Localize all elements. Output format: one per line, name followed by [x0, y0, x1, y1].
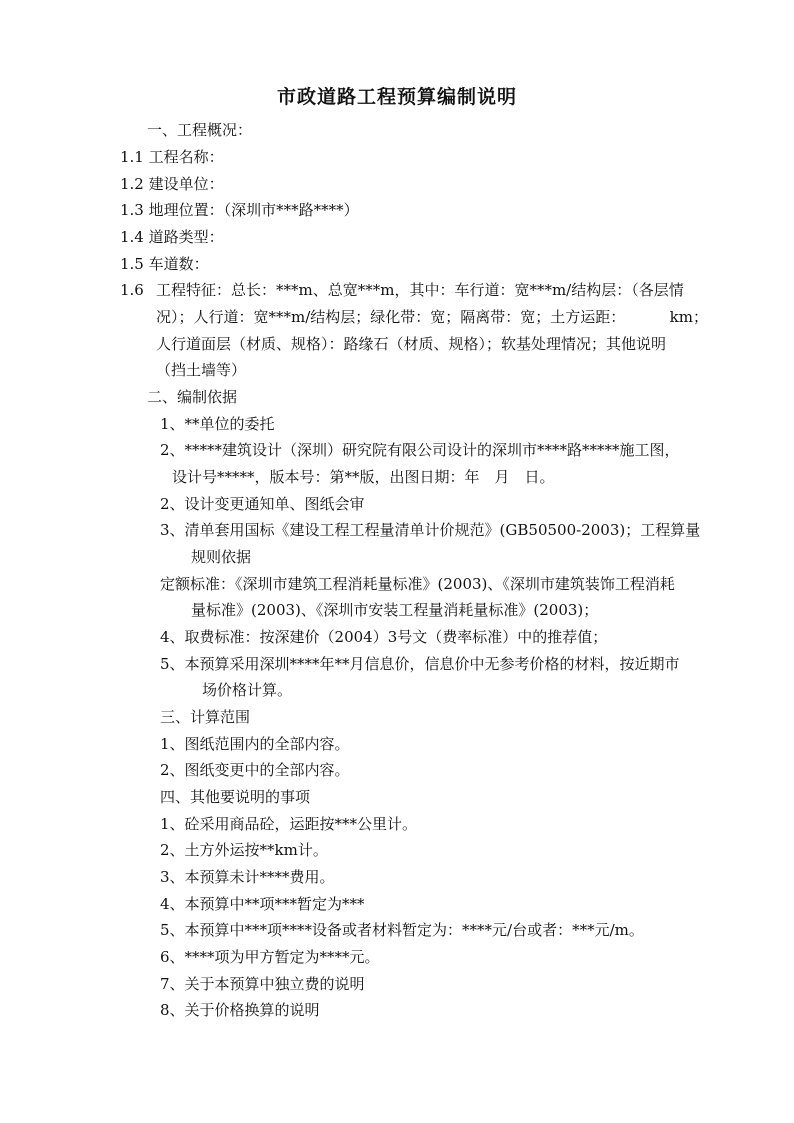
basis-item-continued: 规则依据 [191, 548, 252, 566]
basis-item: 2、*****建筑设计（深圳）研究院有限公司设计的深圳市****路*****施工图， [160, 441, 680, 459]
road-type-item: 1.4 道路类型： [120, 228, 224, 246]
other-item: 6、****项为甲方暂定为****元。 [160, 948, 380, 966]
scope-item: 2、图纸变更中的全部内容。 [160, 761, 350, 779]
document-title: 市政道路工程预算编制说明 [276, 86, 517, 108]
other-item: 5、本预算中***项****设备或者材料暂定为：****元/台或者：***元/m。 [160, 921, 644, 939]
project-features-text: 况）；人行道：宽***m/结构层；绿化带：宽；隔离带：宽；土方运距： [156, 308, 626, 326]
section-heading-other: 四、其他要说明的事项 [160, 788, 311, 806]
other-item: 8、关于价格换算的说明 [160, 1001, 320, 1019]
project-features-line: 工程特征：总长：***m、总宽***m，其中：车行道：宽***m/结构层：（各层情 [156, 281, 684, 299]
project-features-line: （挡土墙等） [156, 361, 247, 379]
other-item: 1、砼采用商品砼，运距按***公里计。 [160, 815, 418, 833]
other-item: 2、土方外运按**km计。 [160, 841, 328, 859]
section-heading-scope: 三、计算范围 [160, 708, 251, 726]
basis-item-continued: 量标准》(2003)、《深圳市安装工程量消耗量标准》(2003)； [191, 601, 599, 619]
section-heading-overview: 一、工程概况： [147, 121, 253, 139]
basis-item: 2、设计变更通知单、图纸会审 [160, 495, 365, 513]
construction-unit-item: 1.2 建设单位： [120, 175, 224, 193]
basis-item: 1、**单位的委托 [160, 415, 275, 433]
basis-item-continued: 场价格计算。 [202, 681, 293, 699]
section-heading-basis: 二、编制依据 [147, 388, 238, 406]
basis-item-continued: 设计号*****，版本号：第**版，出图日期：年 月 日。 [172, 468, 555, 486]
other-item: 3、本预算未计****费用。 [160, 868, 335, 886]
location-item: 1.3 地理位置：（深圳市***路****） [120, 201, 359, 219]
basis-quota-standard: 定额标准：《深圳市建筑工程消耗量标准》(2003)、《深圳市建筑装饰工程消耗 [160, 575, 675, 593]
basis-item: 4、取费标准：按深建价（2004）3号文（费率标准）中的推荐值； [160, 628, 608, 646]
basis-item: 3、清单套用国标《建设工程工程量清单计价规范》(GB50500-2003)；工程算量 [160, 521, 701, 539]
project-features-number: 1.6 [120, 281, 144, 299]
lane-count-item: 1.5 车道数： [120, 255, 209, 273]
other-item: 7、关于本预算中独立费的说明 [160, 975, 365, 993]
basis-item: 5、本预算采用深圳****年**月信息价，信息价中无参考价格的材料，按近期市 [160, 655, 680, 673]
project-features-line: 人行道面层（材质、规格）：路缘石（材质、规格）；软基处理情况；其他说明 [156, 335, 667, 353]
project-features-unit: km； [669, 308, 708, 326]
scope-item: 1、图纸范围内的全部内容。 [160, 735, 350, 753]
other-item: 4、本预算中**项***暂定为*** [160, 895, 365, 913]
project-name-item: 1.1 工程名称： [120, 148, 224, 166]
project-features-line [156, 304, 708, 330]
